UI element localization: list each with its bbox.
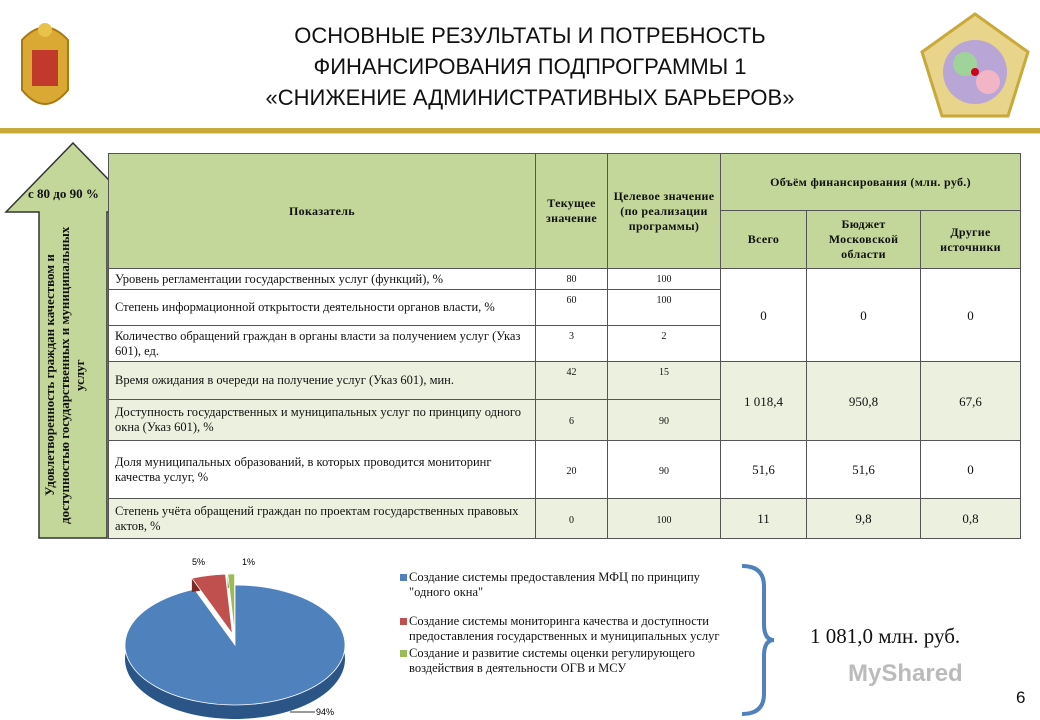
- indicator-cell: Степень учёта обращений граждан по проектам государственных правовых актов, %: [109, 499, 536, 539]
- curly-brace: [738, 562, 778, 718]
- total-cell: 0: [721, 269, 807, 362]
- current-cell: 0: [536, 499, 608, 539]
- current-cell: 60: [536, 290, 608, 326]
- other-cell: 0: [921, 441, 1021, 499]
- header-budget: Бюджет Московской области: [807, 211, 921, 269]
- budget-cell: 950,8: [807, 362, 921, 441]
- target-cell: 90: [608, 400, 721, 441]
- indicator-cell: Уровень регламентации государственных услуг (функций), %: [109, 269, 536, 290]
- indicator-cell: Время ожидания в очереди на получение услуг (Указ 601), мин.: [109, 362, 536, 400]
- current-cell: 3: [536, 326, 608, 362]
- page-number: 6: [1016, 688, 1026, 707]
- title-line: ОСНОВНЫЕ РЕЗУЛЬТАТЫ И ПОТРЕБНОСТЬ: [294, 23, 766, 48]
- legend-label: Создание системы мониторинга качества и доступности предоставления государственных и муниципальных услуг: [409, 614, 720, 643]
- header-target: Целевое значение (по реализации программы): [608, 154, 721, 269]
- header-funding: Объём финансирования (млн. руб.): [721, 154, 1021, 211]
- legend-item: [400, 646, 730, 676]
- other-cell: 0: [921, 269, 1021, 362]
- legend-label: Создание и развитие системы оценки регулирующего воздействия в деятельности ОГВ и МСУ: [409, 646, 695, 675]
- total-amount: 1 081,0 млн. руб.: [810, 624, 961, 648]
- table-row: [109, 269, 1021, 290]
- total-cell: 51,6: [721, 441, 807, 499]
- pie-label-1: 1%: [242, 557, 256, 567]
- coat-of-arms-logo: [14, 10, 76, 118]
- indicator-cell: Доля муниципальных образований, в которых проводится мониторинг качества услуг, %: [109, 441, 536, 499]
- current-cell: 42: [536, 362, 608, 400]
- watermark: MyShared: [848, 660, 963, 687]
- header-current: Текущее значение: [536, 154, 608, 269]
- header-divider: [0, 133, 1040, 134]
- indicator-cell: Доступность государственных и муниципальных услуг по принципу одного окна (Указ 601), %: [109, 400, 536, 441]
- indicator-cell: Степень информационной открытости деятельности органов власти, %: [109, 290, 536, 326]
- target-cell: 100: [608, 499, 721, 539]
- header-indicator: Показатель: [109, 154, 536, 269]
- pie-chart: [120, 550, 360, 720]
- table-row: [109, 499, 1021, 539]
- slide-title: [190, 20, 870, 113]
- pie-legend: [400, 570, 730, 690]
- table-row: [109, 441, 1021, 499]
- current-cell: 6: [536, 400, 608, 441]
- target-cell: 100: [608, 290, 721, 326]
- title-line: ФИНАНСИРОВАНИЯ ПОДПРОГРАММЫ 1: [313, 54, 747, 79]
- arrow-label: с 80 до 90 %: [28, 186, 99, 201]
- other-cell: 67,6: [921, 362, 1021, 441]
- current-cell: 80: [536, 269, 608, 290]
- pie-label-94: 94%: [316, 707, 335, 717]
- current-cell: 20: [536, 441, 608, 499]
- budget-cell: 9,8: [807, 499, 921, 539]
- target-cell: 100: [608, 269, 721, 290]
- title-line: «СНИЖЕНИЕ АДМИНИСТРАТИВНЫХ БАРЬЕРОВ»: [265, 85, 795, 110]
- indicators-table: [108, 153, 1021, 539]
- legend-item: [400, 570, 730, 600]
- target-cell: 2: [608, 326, 721, 362]
- target-cell: 90: [608, 441, 721, 499]
- legend-label: Создание системы предоставления МФЦ по принципу "одного окна": [409, 570, 700, 599]
- header-other: Другие источники: [921, 211, 1021, 269]
- budget-cell: 0: [807, 269, 921, 362]
- legend-swatch: [400, 618, 407, 625]
- other-cell: 0,8: [921, 499, 1021, 539]
- arrow-text-box: [40, 212, 106, 538]
- arrow-text: Удовлетворенность граждан качеством и доступностью государственных и муниципальных услуг: [42, 226, 87, 524]
- pie-label-5: 5%: [192, 557, 206, 567]
- total-cell: 1 018,4: [721, 362, 807, 441]
- total-cell: 11: [721, 499, 807, 539]
- budget-cell: 51,6: [807, 441, 921, 499]
- indicator-cell: Количество обращений граждан в органы власти за получением услуг (Указ 601), ед.: [109, 326, 536, 362]
- legend-swatch: [400, 574, 407, 581]
- legend-swatch: [400, 650, 407, 657]
- legend-item: [400, 614, 730, 644]
- table-row: [109, 362, 1021, 400]
- target-cell: 15: [608, 362, 721, 400]
- header-total: Всего: [721, 211, 807, 269]
- region-map-logo: [920, 12, 1030, 120]
